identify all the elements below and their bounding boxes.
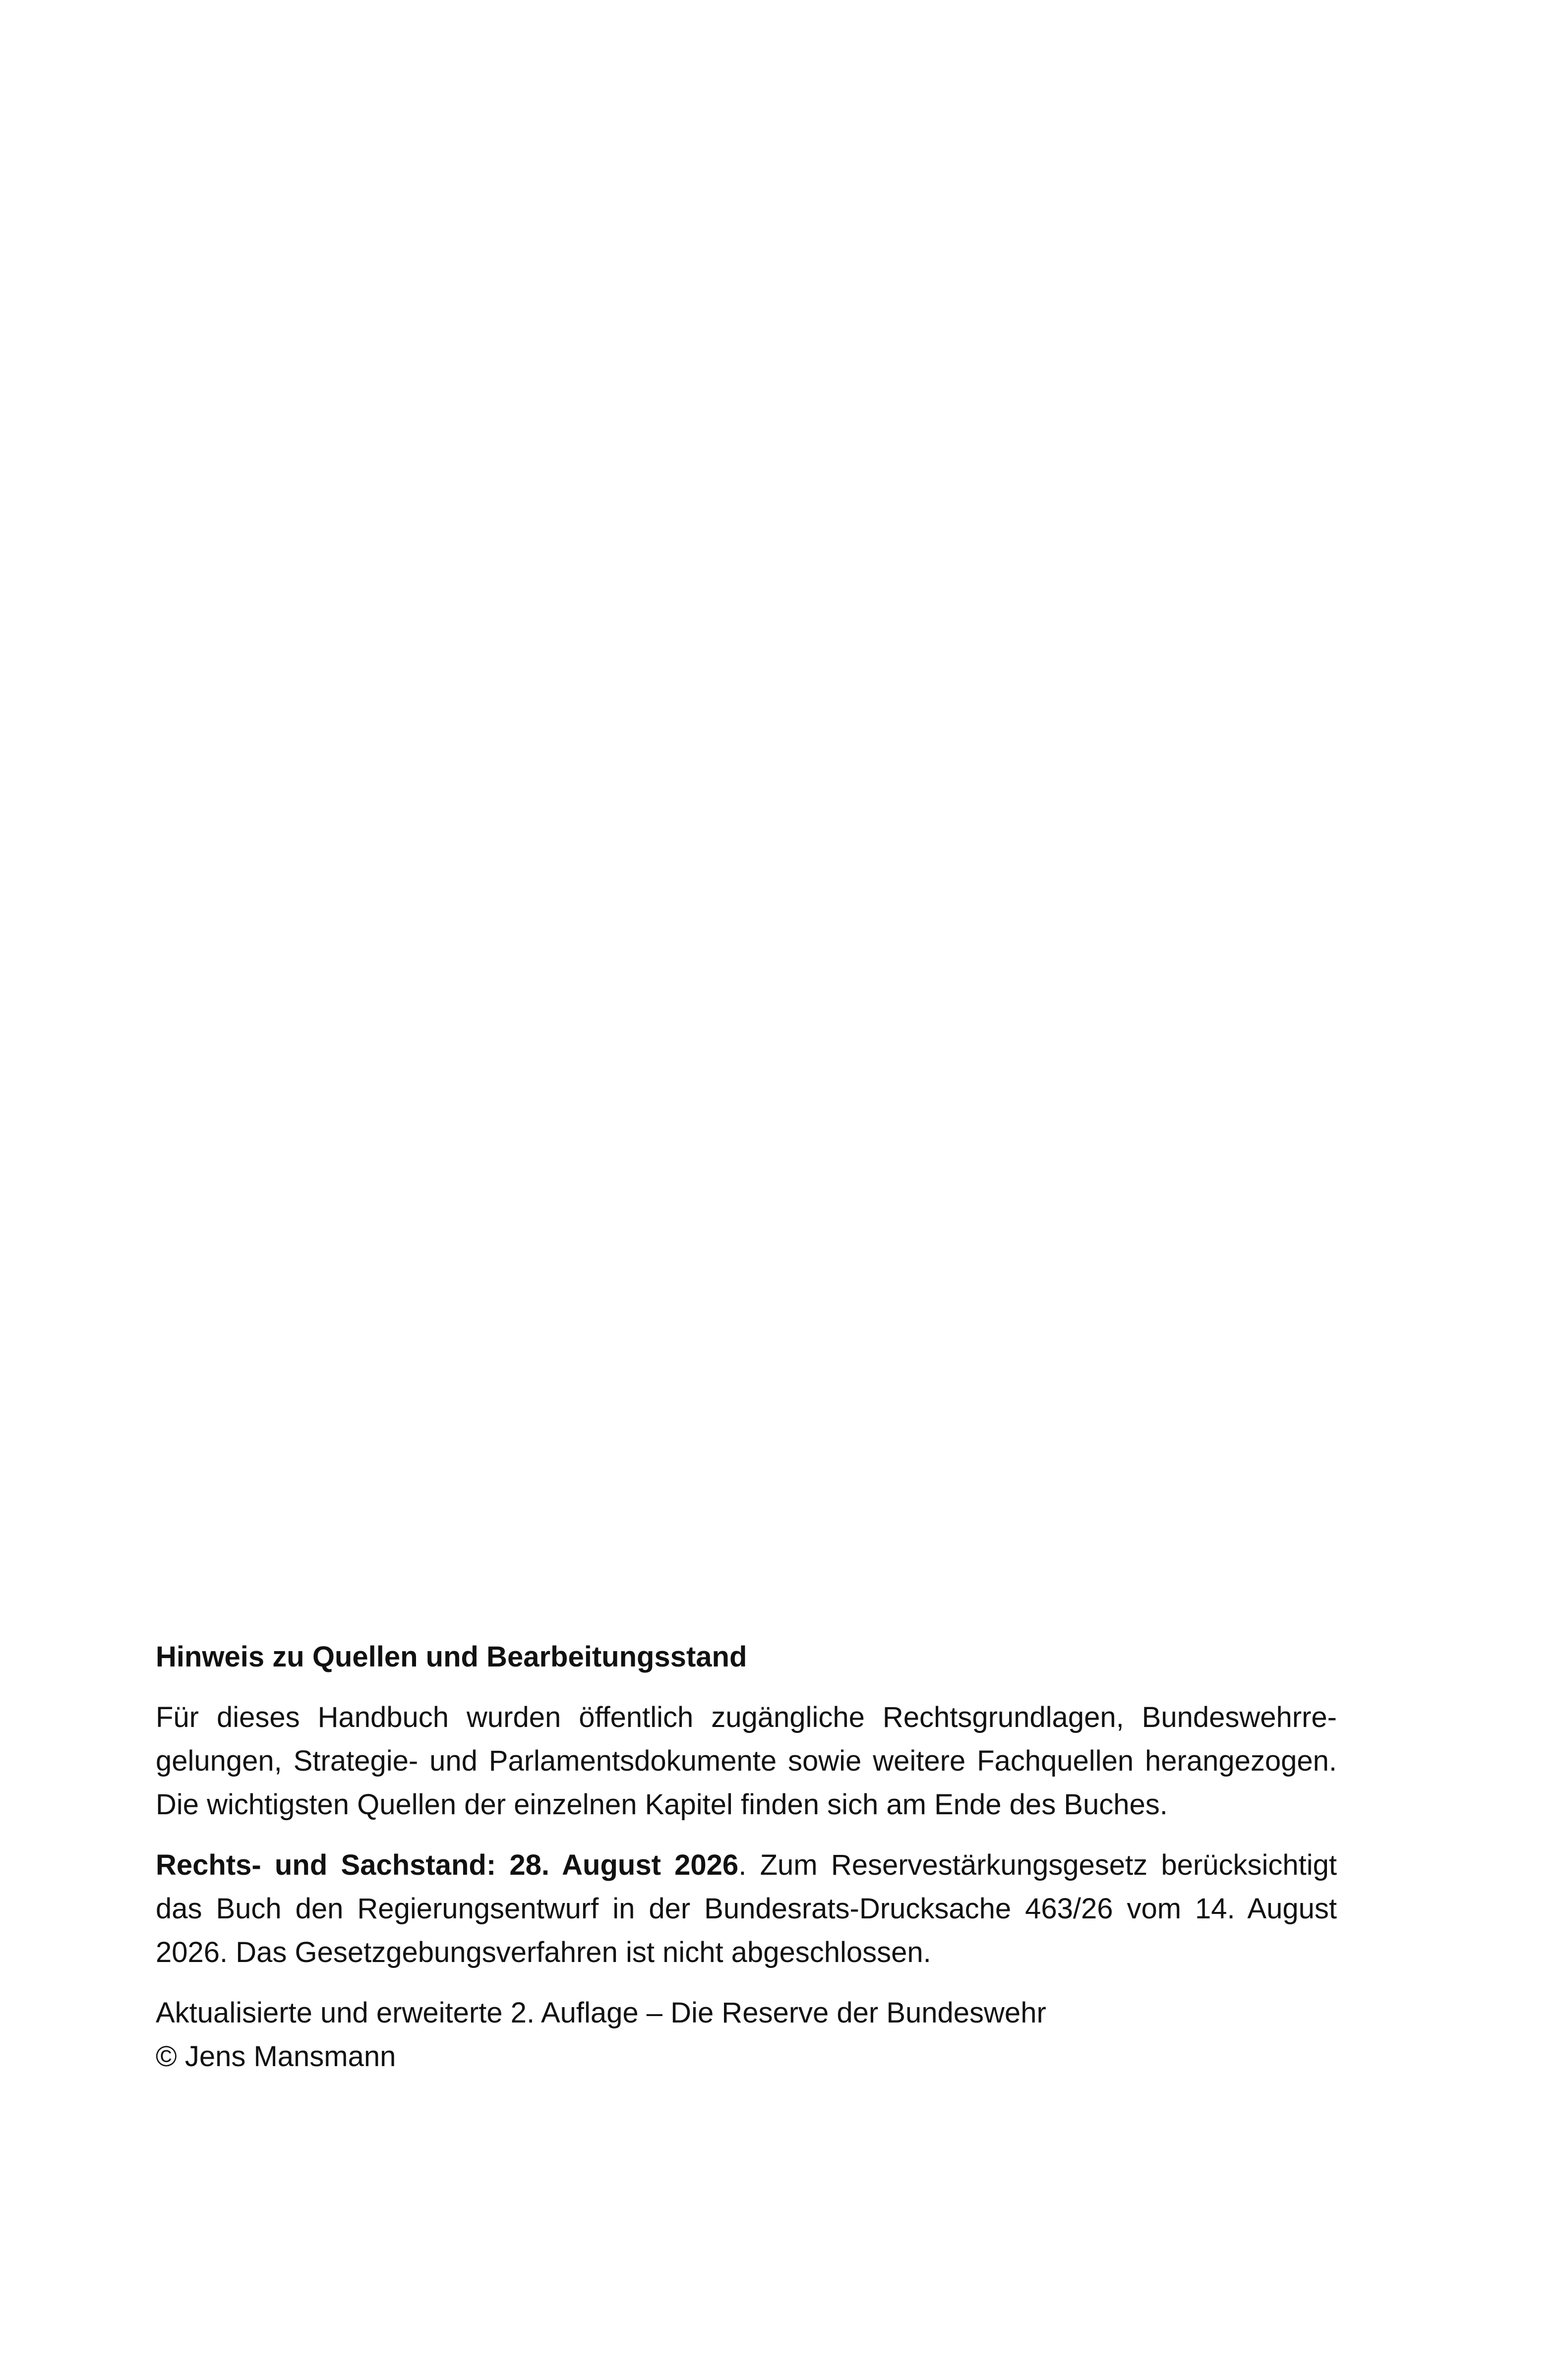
status-description: . Zum Reservestärkungsgesetz berücksichtigt das Buch den Regierungsentwurf in der Bundesrats-Drucksache 463/26 vom 14. August 2026. Das Gesetzgebungsverfahren ist nicht abgeschlossen. [156, 1849, 1337, 1968]
sources-paragraph: Für dieses Handbuch wurden öffentlich zugängliche Rechtsgrundlagen, Bundeswehrregelungen, Strategie- und Parlamentsdokumente sowie weitere Fachquellen herangezogen. Die wichtigsten Quellen der einzelnen Kapitel finden sich am Ende des Buches. [156, 1701, 1337, 1821]
sources-notice [156, 1635, 1337, 2079]
edition-line: Aktualisierte und erweiterte 2. Auflage – Die Reserve der Bundeswehr [156, 1997, 1046, 2029]
copyright-line: © Jens Mansmann [156, 2040, 396, 2073]
status-paragraph [156, 1844, 1337, 1974]
notice-heading: Hinweis zu Quellen und Bearbeitungsstand [156, 1641, 747, 1673]
edition-block [156, 1991, 1337, 2079]
status-date-label: Rechts- und Sachstand: 28. August 2026 [156, 1849, 739, 1881]
